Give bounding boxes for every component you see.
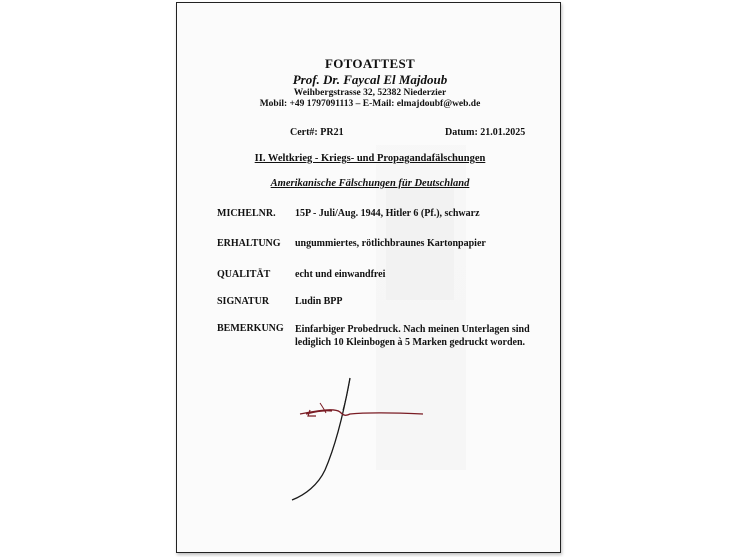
handwritten-signature	[280, 370, 440, 505]
field-label-michelnr: MICHELNR.	[217, 208, 276, 219]
expert-name: Prof. Dr. Faycal El Majdoub	[292, 72, 448, 87]
field-label-qualitaet: QUALITÄT	[217, 269, 271, 280]
field-value-signatur: Ludin BPP	[295, 296, 343, 307]
certificate-number: Cert#: PR21	[290, 127, 344, 138]
field-value-michelnr: 15P - Juli/Aug. 1944, Hitler 6 (Pf.), schwarz	[295, 208, 480, 219]
field-label-bemerkung: BEMERKUNG	[217, 323, 284, 334]
expert-address: Weihbergstrasse 32, 52382 Niederzier	[293, 88, 447, 98]
field-value-erhaltung: ungummiertes, rötlichbraunes Kartonpapier	[295, 238, 486, 249]
certificate-title: FOTOATTEST	[325, 56, 415, 71]
expert-contact: Mobil: +49 1797091113 – E-Mail: elmajdoubf@web.de	[259, 99, 481, 109]
subcategory-heading: Amerikanische Fälschungen für Deutschland	[270, 178, 470, 189]
field-value-qualitaet: echt und einwandfrei	[295, 269, 386, 280]
field-value-bemerkung: Einfarbiger Probedruck. Nach meinen Unterlagen sind lediglich 10 Kleinbogen à 5 Marken gedruckt worden.	[295, 324, 530, 348]
field-label-erhaltung: ERHALTUNG	[217, 238, 281, 249]
field-label-signatur: SIGNATUR	[217, 296, 270, 307]
category-heading: II. Weltkrieg - Kriegs- und Propagandafälschungen	[254, 153, 486, 164]
certificate-date: Datum: 21.01.2025	[445, 127, 526, 138]
